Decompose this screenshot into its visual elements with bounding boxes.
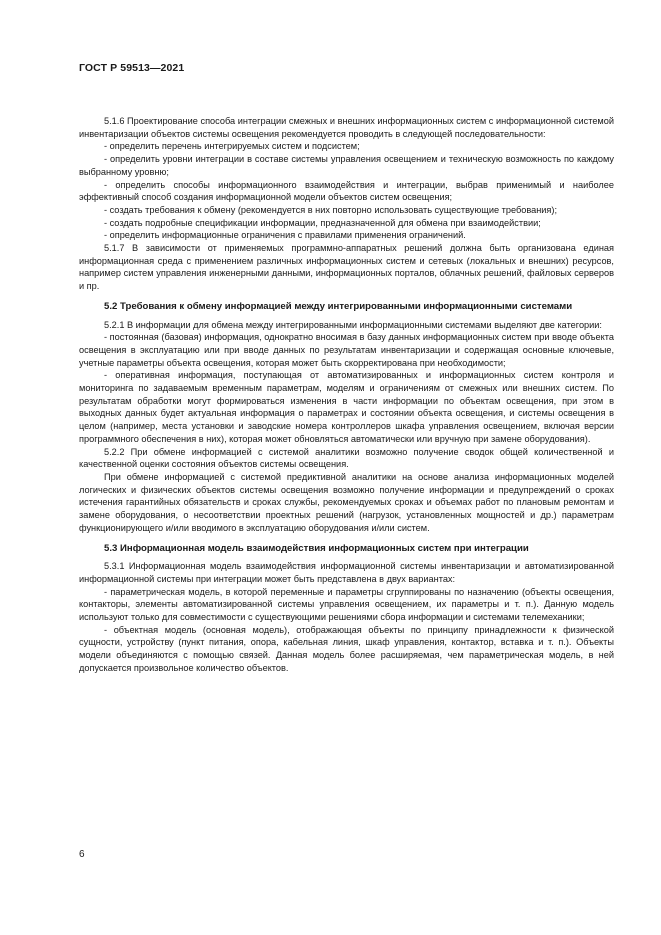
paragraph-5-2-2: 5.2.2 При обмене информацией с системой аналитики возможно получение сводок общей количественной и качественной оценки состояния объектов системы освещения.: [79, 446, 614, 470]
page-number: 6: [79, 849, 85, 860]
list-item: - объектная модель (основная модель), отображающая объекты по принципу принадлежности к физической сущности, устройству (пункт питания, опора, кабельная линия, шкаф управления, контактор, вставка и т. п.). Объекты модели объединяются с помощью связей. Данная модель более расширяемая, чем параметрическая модель, в ней допускается произвольное количество объектов.: [79, 624, 614, 673]
list-item: - создать подробные спецификации информации, предназначенной для обмена при взаимодействии;: [104, 217, 541, 228]
document-header: ГОСТ Р 59513—2021: [79, 62, 185, 74]
paragraph-5-3-1: 5.3.1 Информационная модель взаимодействия информационной системы инвентаризации и автоматизированной информационной системы при интеграции может быть представлена в двух вариантах:: [79, 561, 614, 584]
list-item: - определить способы информационного взаимодействия и интеграции, выбрав применимый и наиболее эффективный способ создания информационной модели объектов систем освещения;: [79, 179, 614, 203]
list-item: - постоянная (базовая) информация, однократно вносимая в базу данных информационных систем при вводе объекта освещения в эксплуатацию или при вводе данных по результатам инвентаризации и содержащая основные ключевые, учетные параметры объекта освещения, которая может быть скорректирована при необходимости;: [79, 332, 614, 368]
list-item: - создать требования к обмену (рекомендуется в них повторно использовать существующие требования);: [104, 204, 558, 215]
list-item: - определить перечень интегрируемых систем и подсистем;: [104, 141, 360, 152]
list-item: - определить уровни интеграции в составе системы управления освещением и техническую возможность по каждому выбранному уровню;: [79, 154, 614, 177]
section-heading-5-3: 5.3 Информационная модель взаимодействия информационных систем при интеграции: [104, 542, 529, 554]
paragraph-5-1-7: 5.1.7 В зависимости от применяемых программно-аппаратных решений должна быть организована единая информационная среда с применением различных информационных систем и сетевых (локальных и внешних) ресурсов, например систем управления инженерными данными, информационных порталов, облачных решений, файловых серверов и пр.: [79, 243, 614, 292]
list-item: - оперативная информация, поступающая от автоматизированных и информационных систем контроля и мониторинга по задаваемым временным параметрам, моделям и ограничениям от смежных или внешних систем. По результатам обработки могут формироваться изменения в части информации по объектам освещения, при этом в выходных данных будет актуальная информация о параметрах и состоянии объекта освещения, и системы освещения в целом (например, места установки и заводские номера контроллеров шкафа управления освещением, включая версии программного обеспечения в них), которая может обновляться автоматически или вручную при замене оборудования).: [79, 370, 614, 444]
paragraph-predictive-analytics: При обмене информацией с системой предиктивной аналитики на основе анализа информационных моделей логических и физических объектов системы освещения возможно получение информации и предупреждений о сроках истечения гарантийных обязательств и сроках службы, рекомендуемых сроках и объемах работ по плановым ремонтам и замене оборудования, о несоответствии проектных решений (нагрузок, установленных мощностей и др.) параметрам функционирующего и/или вводимого в эксплуатацию оборудования и/или систем.: [79, 471, 614, 533]
list-item: - определить информационные ограничения с правилами применения ограничений.: [104, 230, 466, 241]
paragraph-5-2-1: 5.2.1 В информации для обмена между интегрированными информационными системами выделяют две категории:: [104, 319, 602, 330]
section-heading-5-2: 5.2 Требования к обмену информацией между интегрированными информационными системами: [104, 300, 573, 312]
document-body: [79, 115, 614, 675]
list-item: - параметрическая модель, в которой переменные и параметры сгруппированы по назначению (объекты освещения, контакторы, элементы автоматизированной системы управления освещением, их параметры и т. п.). Данную модель используют только для совместимости с существующими решениями сбора информации и системами телемеханики;: [79, 586, 614, 623]
paragraph-5-1-6: 5.1.6 Проектирование способа интеграции смежных и внешних информационных систем с информационной системой инвентаризации объектов системы освещения рекомендуется проводить в следующей последовательности:: [79, 116, 614, 139]
